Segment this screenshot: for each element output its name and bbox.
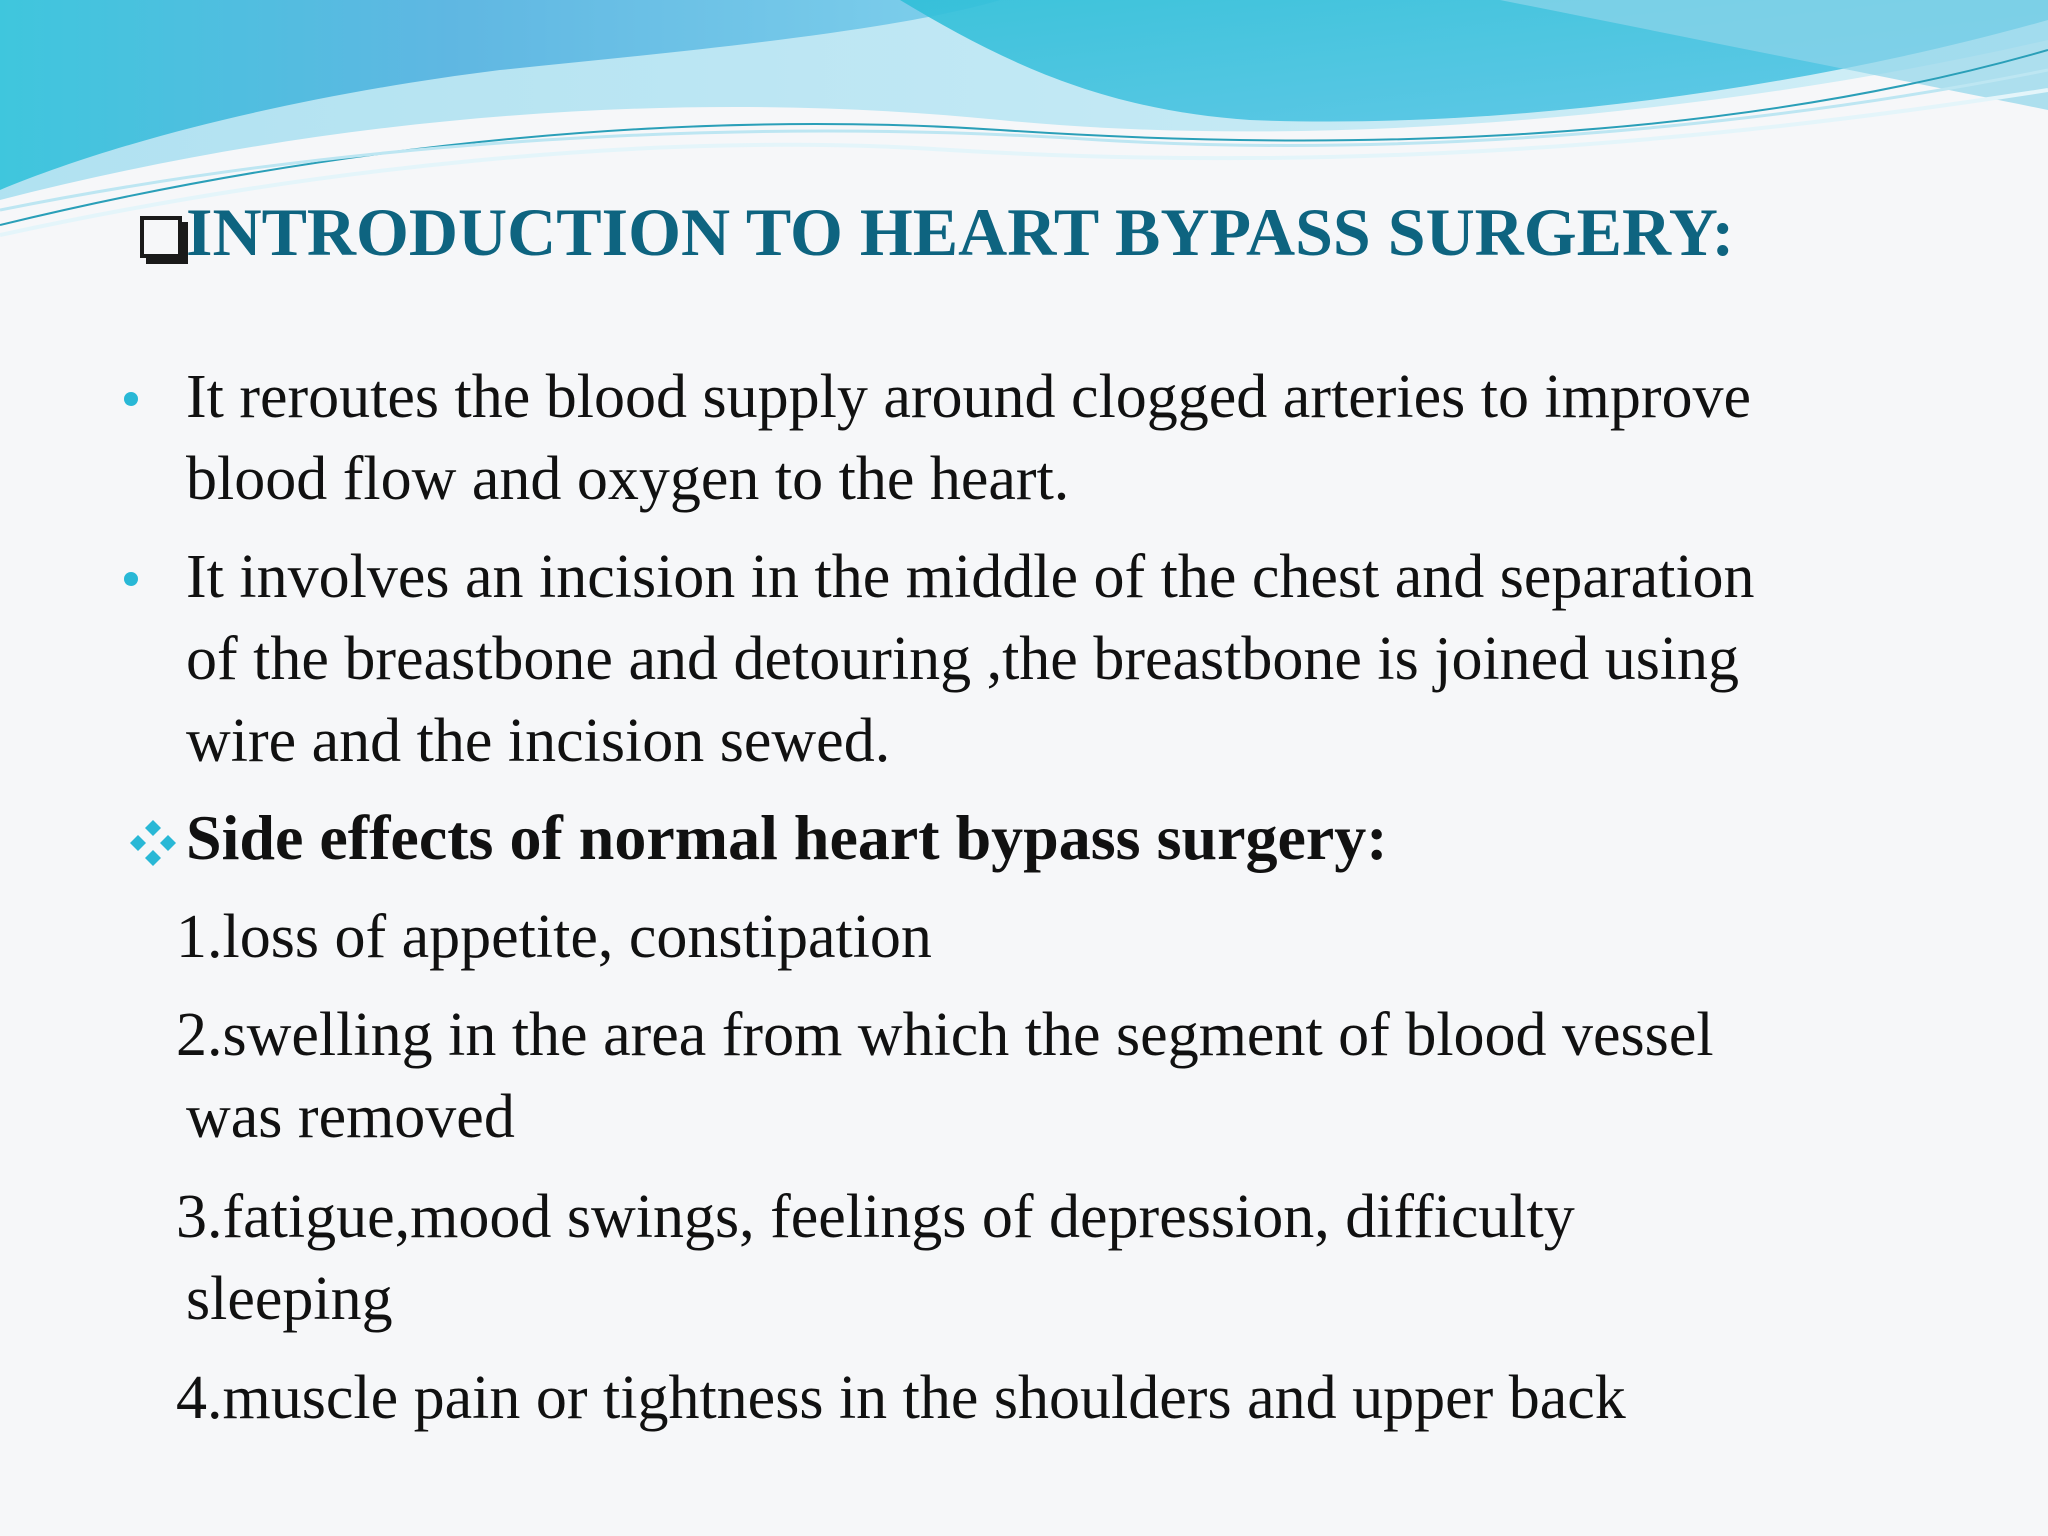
slide-title <box>140 192 1940 272</box>
bullet-1-line-1: It reroutes the blood supply around clogged arteries to improve <box>186 363 1752 431</box>
side-effect-item-3 <box>176 1176 1956 1340</box>
side-effect-4-line-1: 4.muscle pain or tightness in the shoulders and upper back <box>176 1364 1626 1432</box>
slide-title-text: INTRODUCTION TO HEART BYPASS SURGERY: <box>186 194 1735 270</box>
bullet-2-line-2: of the breastbone and detouring ,the breastbone is joined using <box>186 625 1740 693</box>
bullet-paragraph-1 <box>186 356 1946 520</box>
bullet-2-line-1: It involves an incision in the middle of the chest and separation <box>186 543 1755 611</box>
side-effect-item-1 <box>176 896 1956 978</box>
side-effects-heading: Side effects of normal heart bypass surgery: <box>186 802 1388 873</box>
bullet-1-line-2: blood flow and oxygen to the heart. <box>186 445 1070 513</box>
side-effect-3-line-2: sleeping <box>186 1265 393 1333</box>
bullet-paragraph-2 <box>186 536 1946 782</box>
checkbox-square-icon <box>140 216 182 258</box>
side-effect-item-2 <box>176 994 1956 1158</box>
side-effect-1-line-1: 1.loss of appetite, constipation <box>176 903 932 971</box>
bullet-2-line-3: wire and the incision sewed. <box>186 707 891 775</box>
dot-bullet-icon <box>124 392 138 406</box>
dot-bullet-icon <box>124 572 138 586</box>
side-effect-3-line-1: 3.fatigue,mood swings, feelings of depression, difficulty <box>176 1183 1575 1251</box>
side-effect-2-line-1: 2.swelling in the area from which the segment of blood vessel <box>176 1001 1714 1069</box>
four-diamond-icon <box>128 818 178 868</box>
side-effect-2-line-2: was removed <box>186 1083 515 1151</box>
side-effect-item-4 <box>176 1357 1956 1439</box>
